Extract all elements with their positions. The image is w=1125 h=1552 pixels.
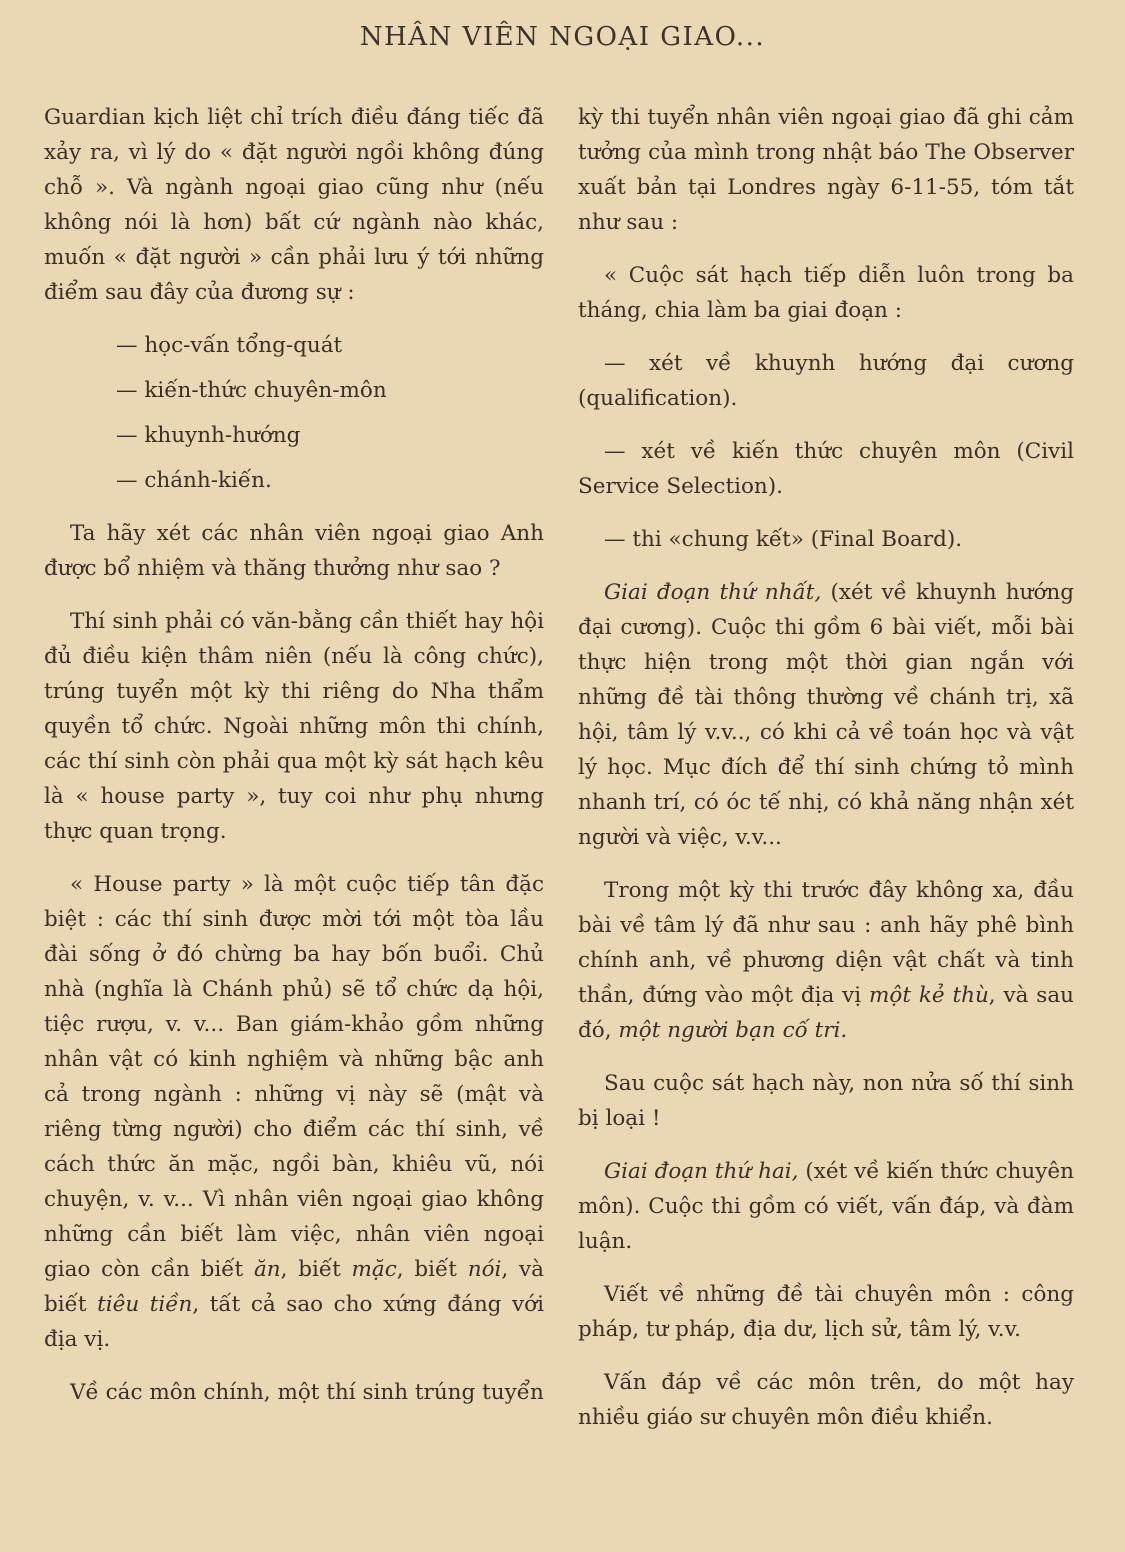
page-header: NHÂN VIÊN NGOẠI GIAO... xyxy=(359,22,766,52)
text-run: , biết xyxy=(280,1257,341,1282)
paragraph: « Cuộc sát hạch tiếp diễn luôn trong ba tháng, chia làm ba giai đoạn : xyxy=(578,263,1074,323)
list-item: — học-vấn tổng-quát xyxy=(116,333,343,358)
emphasis: một kẻ thù xyxy=(869,983,989,1008)
paragraph: Về các môn chính, một thí sinh trúng tuyển xyxy=(70,1380,544,1405)
paragraph: Vấn đáp về các môn trên, do một hay nhiều giáo sư chuyên môn điều khiển. xyxy=(578,1370,1074,1430)
paragraph: Sau cuộc sát hạch này, non nửa số thí sinh bị loại ! xyxy=(578,1071,1074,1131)
paragraph: Thí sinh phải có văn-bằng cần thiết hay hội đủ điều kiện thâm niên (nếu là công chức), trúng tuyển một kỳ thi riêng do Nha thẩm quyền tổ chức. Ngoài những môn thi chính, các thí sinh còn phải qua một kỳ sát hạch kêu là « house party », tuy coi như phụ nhưng thực quan trọng. xyxy=(44,609,544,844)
paragraph: kỳ thi tuyển nhân viên ngoại giao đã ghi cảm tưởng của mình trong nhật báo The Observer xuất bản tại Londres ngày 6-11-55, tóm tắt như sau : xyxy=(578,105,1074,235)
paragraph xyxy=(44,867,544,1357)
emphasis: tiêu tiền xyxy=(97,1292,193,1317)
list-item: — kiến-thức chuyên-môn xyxy=(116,378,387,403)
list-item: — khuynh-hướng xyxy=(116,423,301,448)
paragraph: Viết về những đề tài chuyên môn : công pháp, tư pháp, địa dư, lịch sử, tâm lý, v.v. xyxy=(578,1282,1074,1342)
emphasis: ăn xyxy=(253,1257,281,1282)
paragraph xyxy=(578,873,1074,1048)
paragraph: — xét về kiến thức chuyên môn (Civil Service Selection). xyxy=(578,439,1074,499)
paragraph: — xét về khuynh hướng đại cương (qualification). xyxy=(578,351,1074,411)
emphasis: mặc xyxy=(351,1257,397,1282)
text-run: « House party » là một cuộc tiếp tân đặc biệt : các thí sinh được mời tới một tòa lầu đài sống ở đó chừng ba hay bốn buổi. Chủ nhà (nghĩa là Chánh phủ) sẽ tổ chức dạ hội, tiệc rượu, v. v... Ban giám-khảo gồm những nhân vật có kinh nghiệm và những bậc anh cả trong ngành : những vị này sẽ (mật và riêng từng người) cho điểm các thí sinh, về cách thức ăn mặc, ngồi bàn, khiêu vũ, nói chuyện, v. v... Vì nhân viên ngoại giao không những cần biết làm việc, nhân viên ngoại giao còn cần biết xyxy=(44,872,544,1282)
stage-label: Giai đoạn thứ nhất, xyxy=(604,580,822,605)
paragraph: Guardian kịch liệt chỉ trích điều đáng tiếc đã xảy ra, vì lý do « đặt người ngồi không đúng chỗ ». Và ngành ngoại giao cũng như (nếu không nói là hơn) bất cứ ngành nào khác, muốn « đặt người » cần phải lưu ý tới những điểm sau đây của đương sự : xyxy=(44,105,544,305)
text-run: , tất cả sao cho xứng đáng với địa vị. xyxy=(44,1292,544,1352)
left-column xyxy=(44,100,544,1428)
text-run: , và sau đó, xyxy=(578,983,1074,1043)
paragraph xyxy=(578,1154,1074,1259)
paragraph xyxy=(578,575,1074,855)
right-column xyxy=(578,100,1074,1453)
text-run: , biết xyxy=(396,1257,457,1282)
criteria-list xyxy=(44,328,544,498)
list-item: — chánh-kiến. xyxy=(116,468,272,493)
text-run: (xét về khuynh hướng đại cương). Cuộc thi gồm 6 bài viết, mỗi bài thực hiện trong một thời gian ngắn với những đề tài thông thường về chánh trị, xã hội, tâm lý v.v.., có khi cả về toán học và vật lý học. Mục đích để thí sinh chứng tỏ mình nhanh trí, có óc tế nhị, có khả năng nhận xét người và việc, v.v... xyxy=(578,580,1074,850)
text-run: (xét về kiến thức chuyên môn). Cuộc thi gồm có viết, vấn đáp, và đàm luận. xyxy=(578,1159,1074,1254)
paragraph: — thi «chung kết» (Final Board). xyxy=(604,527,963,552)
paragraph: Ta hãy xét các nhân viên ngoại giao Anh được bổ nhiệm và thăng thưởng như sao ? xyxy=(44,521,544,581)
text-run: , và biết xyxy=(44,1257,544,1317)
stage-label: Giai đoạn thứ hai, xyxy=(604,1159,799,1184)
text-run: Trong một kỳ thi trước đây không xa, đầu bài về tâm lý đã như sau : anh hãy phê bình chính anh, về phương diện vật chất và tinh thần, đứng vào một địa vị xyxy=(578,878,1074,1008)
emphasis: một người bạn cố tri. xyxy=(618,1018,848,1043)
emphasis: nói xyxy=(467,1257,502,1282)
